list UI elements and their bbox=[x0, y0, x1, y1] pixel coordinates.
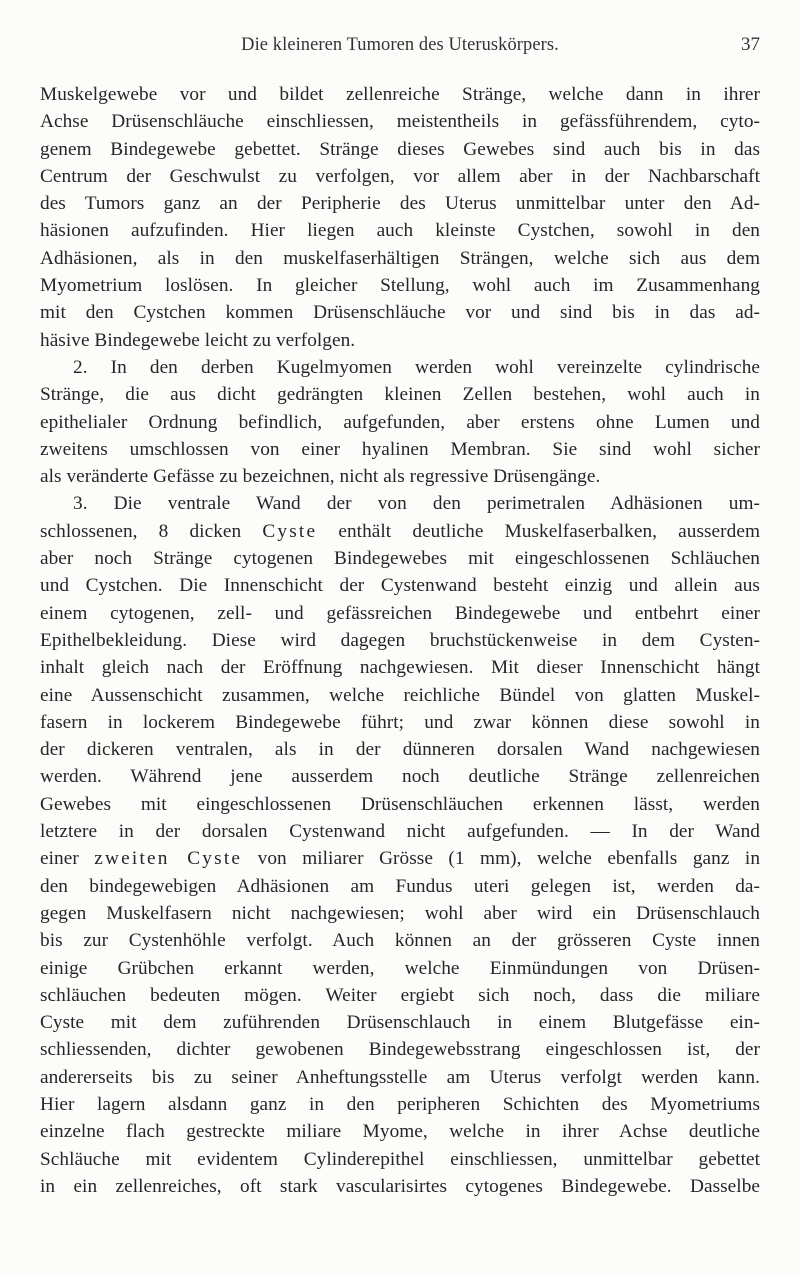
text-line bbox=[40, 845, 760, 872]
text-line: schläuchen bedeuten mögen. Weiter ergiebt sich noch, dass die miliare bbox=[40, 984, 760, 1006]
text-line: gegen Muskelfasern nicht nachgewiesen; wohl aber wird ein Drüsenschlauch bbox=[40, 902, 760, 924]
text-line: und Cystchen. Die Innenschicht der Cystenwand besteht einzig und allein aus bbox=[40, 575, 760, 597]
text-segment: enthält deutliche Muskelfaserbalken, ausserdem bbox=[317, 520, 760, 542]
text-line: eine Aussenschicht zusammen, welche reichliche Bündel von glatten Muskel- bbox=[40, 684, 760, 706]
text-line: 3. Die ventrale Wand der von den perimetralen Adhäsionen um- bbox=[73, 493, 760, 515]
text-line: letztere in der dorsalen Cystenwand nicht aufgefunden. — In der Wand bbox=[40, 821, 760, 843]
text-line: bis zur Cystenhöhle verfolgt. Auch können an der grösseren Cyste innen bbox=[40, 930, 760, 952]
text-line: Schläuche mit evidentem Cylinderepithel einschliessen, unmittelbar gebettet bbox=[40, 1148, 760, 1170]
body-text bbox=[40, 81, 760, 1200]
text-line: Myometrium loslösen. In gleicher Stellung, wohl auch im Zusammenhang bbox=[40, 275, 760, 297]
text-line: einem cytogenen, zell- und gefässreichen Bindegewebe und entbehrt einer bbox=[40, 602, 760, 624]
text-line: 2. In den derben Kugelmyomen werden wohl vereinzelte cylindrische bbox=[73, 356, 760, 378]
page-header bbox=[0, 34, 800, 58]
text-line: Stränge, die aus dicht gedrängten kleinen Zellen bestehen, wohl auch in bbox=[40, 384, 760, 406]
text-line: Achse Drüsenschläuche einschliessen, meistentheils in gefässführendem, cyto- bbox=[40, 111, 760, 133]
text-line: zweitens umschlossen von einer hyalinen Membran. Sie sind wohl sicher bbox=[40, 438, 760, 460]
text-line: Hier lagern alsdann ganz in den peripheren Schichten des Myometriums bbox=[40, 1093, 760, 1115]
text-line: in ein zellenreiches, oft stark vascularisirtes cytogenes Bindegewebe. Dasselbe bbox=[40, 1175, 760, 1197]
text-line: häsionen aufzufinden. Hier liegen auch kleinste Cystchen, sowohl in den bbox=[40, 220, 760, 242]
text-line: Adhäsionen, als in den muskelfaserhältigen Strängen, welche sich aus dem bbox=[40, 247, 760, 269]
text-line: Epithelbekleidung. Diese wird dagegen bruchstückenweise in dem Cysten- bbox=[40, 629, 760, 651]
text-line: inhalt gleich nach der Eröffnung nachgewiesen. Mit dieser Innenschicht hängt bbox=[40, 657, 760, 679]
text-line: genem Bindegewebe gebettet. Stränge dieses Gewebes sind auch bis in das bbox=[40, 138, 760, 160]
text-line: einige Grübchen erkannt werden, welche Einmündungen von Drüsen- bbox=[40, 957, 760, 979]
text-line: als veränderte Gefässe zu bezeichnen, nicht als regressive Drüsengänge. bbox=[40, 466, 601, 488]
text-line: Cyste mit dem zuführenden Drüsenschlauch in einem Blutgefässe ein- bbox=[40, 1012, 760, 1034]
text-segment: von miliarer Grösse (1 mm), welche ebenfalls ganz in bbox=[242, 848, 761, 870]
page-number: 37 bbox=[741, 34, 760, 55]
text-line: andererseits bis zu seiner Anheftungsstelle am Uterus verfolgt werden kann. bbox=[40, 1066, 760, 1088]
text-line: mit den Cystchen kommen Drüsenschläuche vor und sind bis in das ad- bbox=[40, 302, 760, 324]
emphasized-term: zweiten Cyste bbox=[94, 848, 243, 870]
emphasized-term: Cyste bbox=[262, 520, 318, 542]
text-line bbox=[40, 518, 760, 545]
text-line: Gewebes mit eingeschlossenen Drüsenschläuchen erkennen lässt, werden bbox=[40, 793, 760, 815]
text-line: häsive Bindegewebe leicht zu verfolgen. bbox=[40, 329, 356, 351]
text-line: Muskelgewebe vor und bildet zellenreiche Stränge, welche dann in ihrer bbox=[40, 84, 760, 105]
text-segment: schlossenen, 8 dicken bbox=[40, 520, 263, 542]
text-line: fasern in lockerem Bindegewebe führt; und zwar können diese sowohl in bbox=[40, 711, 760, 733]
running-title: Die kleineren Tumoren des Uteruskörpers. bbox=[241, 34, 559, 55]
text-line: Centrum der Geschwulst zu verfolgen, vor allem aber in der Nachbarschaft bbox=[40, 165, 760, 187]
text-line: einzelne flach gestreckte miliare Myome, welche in ihrer Achse deutliche bbox=[40, 1121, 760, 1143]
text-line: epithelialer Ordnung befindlich, aufgefunden, aber erstens ohne Lumen und bbox=[40, 411, 760, 433]
text-line: werden. Während jene ausserdem noch deutliche Stränge zellenreichen bbox=[40, 766, 760, 788]
text-line: schliessenden, dichter gewobenen Bindegewebsstrang eingeschlossen ist, der bbox=[40, 1039, 760, 1061]
text-line: des Tumors ganz an der Peripherie des Uterus unmittelbar unter den Ad- bbox=[40, 193, 760, 215]
text-line: den bindegewebigen Adhäsionen am Fundus uteri gelegen ist, werden da- bbox=[40, 875, 760, 897]
text-line: der dickeren ventralen, als in der dünneren dorsalen Wand nachgewiesen bbox=[40, 739, 760, 761]
text-segment: einer bbox=[40, 848, 95, 870]
text-line: aber noch Stränge cytogenen Bindegewebes mit eingeschlossenen Schläuchen bbox=[40, 548, 760, 570]
